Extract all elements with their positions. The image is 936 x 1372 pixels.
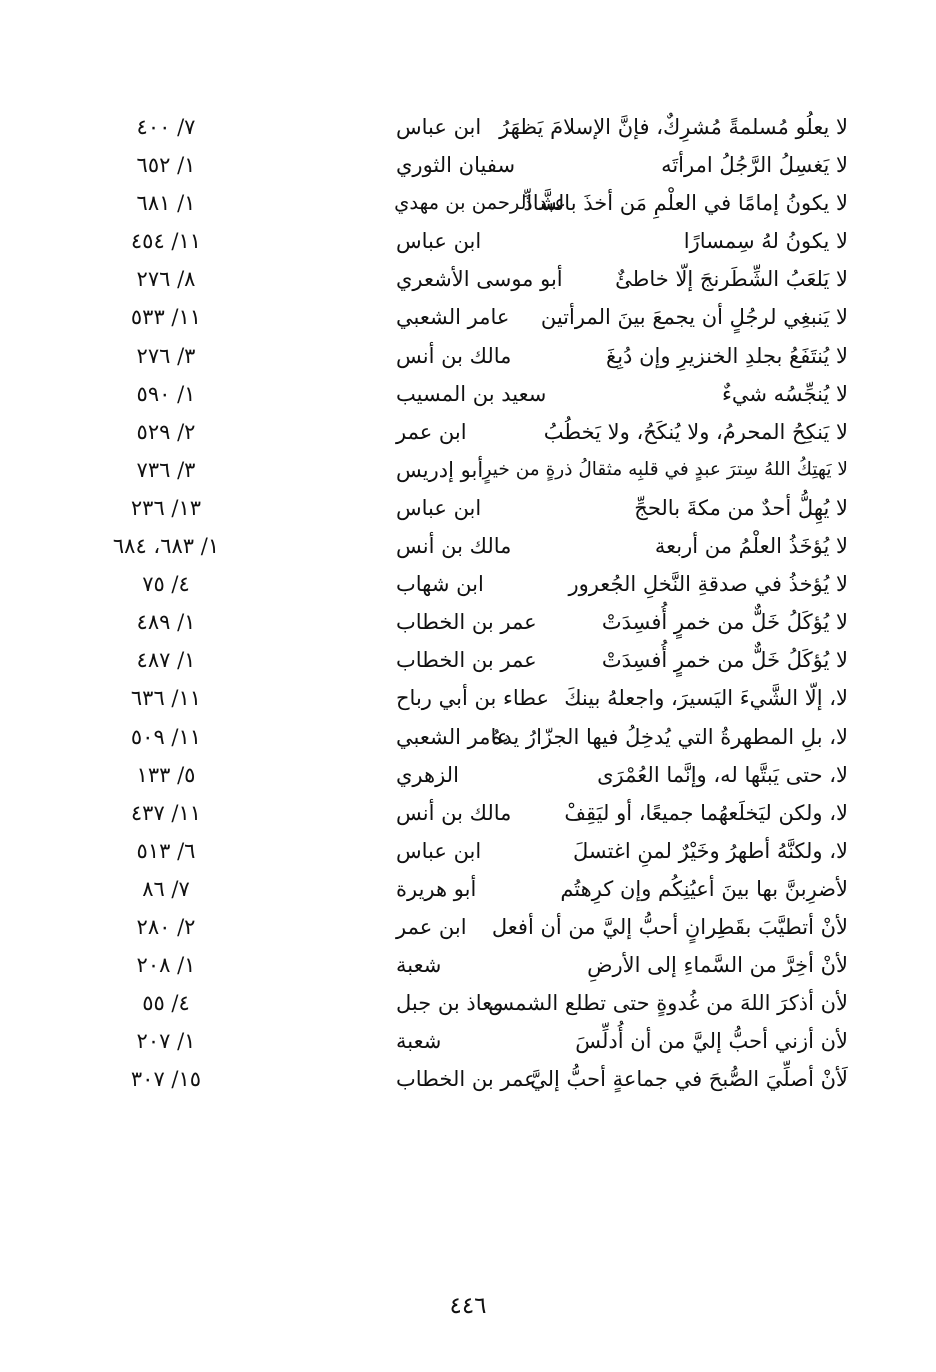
narrator-name: ابن عباس <box>396 229 482 254</box>
index-row <box>96 146 848 184</box>
narrator-name: ابن عمر <box>396 914 467 939</box>
index-row <box>96 222 848 260</box>
index-row <box>96 527 848 565</box>
index-row <box>96 603 848 641</box>
index-row <box>96 413 848 451</box>
narration-text: لا يُهِلُّ أحدٌ من مكةَ بالحجِّ <box>634 495 848 520</box>
narration-text: لا، إلّا الشَّيءَ اليَسيرَ، واجعلهُ بينكَ <box>564 686 848 711</box>
volume-page-reference: ١/ ٢٠٨ <box>136 953 196 978</box>
volume-page-reference: ١١/ ٦٣٦ <box>130 686 202 711</box>
narration-text: لا يَهتِكُ اللهُ سِترَ عبدٍ في قلبِه مثقالُ ذرةٍ من خيرٍ <box>482 458 848 480</box>
volume-page-reference: ١١/ ٥٠٩ <box>130 724 202 749</box>
index-row <box>96 108 848 146</box>
volume-page-reference: ٣/ ٧٣٦ <box>136 457 196 482</box>
narrator-name: عامر الشعبي <box>396 724 510 749</box>
narrator-name: سفيان الثوري <box>396 153 516 178</box>
volume-page-reference: ١١/ ٤٣٧ <box>130 800 202 825</box>
index-row <box>96 794 848 832</box>
index-row <box>96 870 848 908</box>
index-row <box>96 1060 848 1098</box>
narrator-name: سعيد بن المسيب <box>396 381 547 406</box>
volume-page-reference: ٧/ ٨٦ <box>142 876 190 901</box>
volume-page-reference: ١٣/ ٢٣٦ <box>130 495 202 520</box>
narration-text: لا يُؤكَلُ خَلٌّ من خمرٍ أُفسِدَتْ <box>601 610 848 635</box>
narration-text: لا يُؤخذُ في صدقةِ النَّخلِ الجُعرور <box>568 572 848 597</box>
volume-page-reference: ٧/ ٤٠٠ <box>136 115 196 139</box>
narrator-name: أبو موسى الأشعري <box>396 267 563 292</box>
narrator-name: أبو هريرة <box>396 876 477 901</box>
volume-page-reference: ٨/ ٢٧٦ <box>136 267 196 292</box>
narrator-name: ابن شهاب <box>396 572 484 597</box>
narrator-name: عمر بن الخطاب <box>396 610 537 635</box>
volume-page-reference: ٥/ ١٣٣ <box>136 762 196 787</box>
volume-page-reference: ٢/ ٥٢٩ <box>136 419 196 444</box>
narrator-name: ابن عباس <box>396 838 482 863</box>
narration-text: لا يَنبغِي لرجُلٍ أن يجمعَ بينَ المرأتين <box>540 305 848 330</box>
volume-page-reference: ١/ ٥٩٠ <box>136 381 196 406</box>
narrator-name: ابن عباس <box>396 495 482 520</box>
index-row <box>96 260 848 298</box>
narration-text: لا يُؤخَذُ العلْمُ من أربعة <box>654 534 848 559</box>
narration-text: لأضرِبنَّ بها بينَ أعيُنِكُم وإن كرِهتُم <box>560 876 848 901</box>
narration-text: لا يكونُ إمامًا في العلْمِ مَن أخذَ بالشَّاذِّ <box>523 191 848 216</box>
narrator-name: عبد الرحمن بن مهدي <box>394 191 566 215</box>
narration-text: لأن أزني أحبُّ إليَّ من أن أُدلِّسَ <box>575 1029 848 1054</box>
narrator-name: مالك بن أنس <box>396 534 512 559</box>
narrator-name: عمر بن الخطاب <box>396 1067 537 1092</box>
narration-text: لا، ولكن ليَخلَعهُما جميعًا، أو ليَقِفْ <box>564 800 848 825</box>
volume-page-reference: ١/ ٢٠٧ <box>136 1029 196 1054</box>
index-row <box>96 946 848 984</box>
narrator-name: عطاء بن أبي رباح <box>396 686 550 711</box>
volume-page-reference: ٤/ ٧٥ <box>142 572 190 597</box>
narration-text: لا، حتى يَبتَّها له، وإنَّما العُمْرَى <box>597 762 848 787</box>
narrator-name: عامر الشعبي <box>396 305 510 330</box>
volume-page-reference: ١١/ ٥٣٣ <box>130 305 202 330</box>
narration-text: لا يعلُو مُسلمةً مُشرِكٌ، فإنَّ الإسلامَ يَظهَرُ <box>499 115 848 139</box>
index-row <box>96 718 848 756</box>
narrator-name: شعبة <box>396 1029 442 1054</box>
narrator-name: معاذ بن جبل <box>396 991 504 1016</box>
volume-page-reference: ١/ ٤٨٧ <box>136 648 196 673</box>
volume-page-reference: ١/ ٦٥٢ <box>136 153 196 178</box>
index-row <box>96 337 848 375</box>
narrator-name: الزهري <box>396 762 459 787</box>
narrator-name: شعبة <box>396 953 442 978</box>
volume-page-reference: ١/ ٦٨١ <box>136 191 196 216</box>
narration-text: لا يُؤكَلُ خَلٌّ من خمرٍ أُفسِدَتْ <box>601 648 848 673</box>
index-row <box>96 298 848 336</box>
index-row <box>96 984 848 1022</box>
index-row <box>96 641 848 679</box>
volume-page-reference: ٣/ ٢٧٦ <box>136 343 196 368</box>
volume-page-reference: ١/ ٤٨٩ <box>136 610 196 635</box>
narrator-name: أبو إدريس <box>396 457 484 482</box>
index-row <box>96 908 848 946</box>
narrator-name: مالك بن أنس <box>396 800 512 825</box>
index-row <box>96 679 848 717</box>
volume-page-reference: ٦/ ٥١٣ <box>136 838 196 863</box>
volume-page-reference: ٢/ ٢٨٠ <box>136 914 196 939</box>
index-row <box>96 375 848 413</box>
index-row <box>96 756 848 794</box>
index-row <box>96 565 848 603</box>
page-number: ٤٤٦ <box>449 1293 487 1319</box>
index-table <box>96 108 848 1098</box>
narrator-name: مالك بن أنس <box>396 343 512 368</box>
index-row <box>96 451 848 489</box>
index-row <box>96 1022 848 1060</box>
narration-text: لأنْ أتطيَّبَ بقَطِرانٍ أحبُّ إليَّ من أن أفعل <box>491 914 848 939</box>
volume-page-reference: ١١/ ٤٥٤ <box>130 229 202 254</box>
narration-text: لا، بلِ المطهرةُ التي يُدخِلُ فيها الجزّارُ يدهُ <box>491 724 848 749</box>
narrator-name: ابن عمر <box>396 419 467 444</box>
narration-text: لا يُنجِّسُه شيءٌ <box>721 381 848 406</box>
narration-text: لا، ولكنَّهُ أطهرُ وخَيْرٌ لمنِ اغتسلَ <box>572 838 848 863</box>
narration-text: لا يُنتَفَعُ بجلدِ الخنزيرِ وإن دُبِغَ <box>606 343 848 368</box>
index-row <box>96 832 848 870</box>
volume-page-reference: ١/ ٦٨٣، ٦٨٤ <box>112 534 220 559</box>
volume-page-reference: ١٥/ ٣٠٧ <box>130 1067 202 1092</box>
narration-text: لَأنْ أصلِّيَ الصُّبحَ في جماعةٍ أحبُّ إليَّ <box>530 1067 848 1092</box>
narration-text: لأنْ أخِرَّ من السَّماءِ إلى الأرضِ <box>587 953 848 978</box>
index-row <box>96 489 848 527</box>
narration-text: لا يَلعَبُ الشِّطَرنجَ إلّا خاطئٌ <box>615 267 848 292</box>
narrator-name: ابن عباس <box>396 115 482 139</box>
volume-page-reference: ٤/ ٥٥ <box>142 991 190 1016</box>
index-row <box>96 184 848 222</box>
narration-text: لا يَغسِلُ الرَّجُلُ امرأتَه <box>661 153 848 178</box>
narration-text: لا يَنكِحُ المحرمُ، ولا يُنكَحُ، ولا يَخطُبُ <box>543 419 848 444</box>
narrator-name: عمر بن الخطاب <box>396 648 537 673</box>
narration-text: لأن أذكرَ اللهَ من غُدوةٍ حتى تطلع الشمس <box>488 991 848 1016</box>
narration-text: لا يكونُ لهُ سِمسارًا <box>683 229 848 254</box>
